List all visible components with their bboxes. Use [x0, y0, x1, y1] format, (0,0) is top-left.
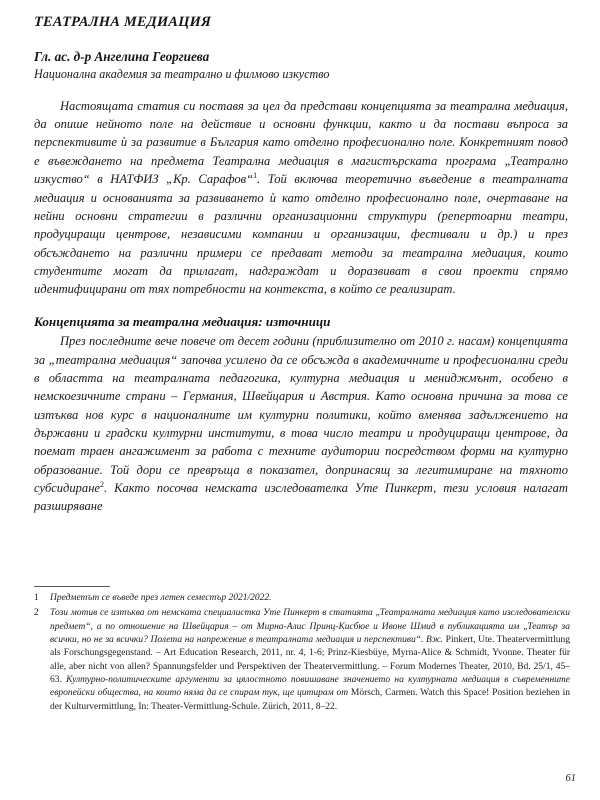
paragraph-text-b: , да опише нейното поле на действие и основни функции, както и да постави въпроса за перспективите ѝ за развитие в България като отделно професионално поле. Конкретният повод е въвеждането на предмета Театрална медиация в магистърската програма „Театрално изкуство“ в НАТФИЗ „Кр. Сарафов“ — [34, 98, 568, 187]
page-number: 61 — [565, 773, 576, 784]
footnote-2-cyrillic-part-1: Този мотив се изтъква от немската специалистка Уте Пинкерт в статията „Театралната медиация като изследователски предмет“, а по отношение на Швейцария – от Мирна-Алис Принц-Кисбюе и Ивоне Шмид в публикацията им „Театър за всички, но не за всички? Полета на напрежение в театралната медиация и перспективи“. Вж. — [50, 608, 570, 646]
author-name: Гл. ас. д-р Ангелина Георгиева — [34, 49, 210, 65]
footnote-text-2 — [50, 607, 570, 714]
article-content — [34, 14, 568, 516]
term-theatrical-mediation: театрална медиация — [450, 98, 565, 113]
footnote-number-1: 1 — [34, 593, 39, 603]
footnote-item-2 — [34, 607, 570, 714]
footnote-2-latin-refs-2: Mörsch, Carmen. Watch this Space! Position beziehen in der Kulturvermittlung, In: Theater-Vermittlung-Schule. Zürich, 2011, 8–22. — [50, 688, 570, 712]
footnote-separator-rule — [34, 586, 110, 587]
section-text-b: . Както посочва немската изследователка Уте Пинкерт, тези условия налагат разширяване — [34, 481, 568, 514]
paragraph-abstract — [34, 97, 568, 299]
paragraph-text-c: . Той включва теоретично въведение в театралната медиация и основанията за развиването ѝ като отделно професионално поле, очертаване на нейни основни стратегии в различни организационни структури (репертоарни театри, продуциращи центрове, независими компании и организации, фестивали и др.) и през обсъждането на различни примери се предават методи за театрална медиация, които студентите могат да прилагат, надграждат и доразвиват в свои проекти спрямо идентифицирани от тях потребности на контекста, в който се реализират. — [34, 172, 568, 297]
section-heading: Концепцията за театрална медиация: източници — [34, 313, 331, 329]
footnote-ref-2[interactable]: 2 — [100, 479, 104, 489]
footnote-ref-1[interactable]: 1 — [253, 170, 258, 180]
paragraph-text-a: Настоящата статия си поставя за цел да представи концепцията за — [60, 98, 451, 113]
footnote-number-2: 2 — [34, 608, 39, 619]
author-affiliation: Национална академия за театрално и филмово изкуство — [34, 67, 330, 82]
page-title: ТЕАТРАЛНА МЕДИАЦИЯ — [33, 14, 212, 30]
paragraph-sources — [34, 332, 568, 515]
section-text-a: През последните вече повече от десет години (приблизително от 2010 г. насам) концепцията за „театрална медиация“ започва усилено да се обсъжда в академичните и професионални среди в областта на театралната педагогика, културна медиация и мениджмънт, особено в немскоезичните страни – Германия, Швейцария и Австрия. Като основна причина за това се изтъква нов курс в националните им културни политики, който вменява задължението на държавни и градски културни институти, в това число театри и продуциращи центрове, да поемат траен ангажимент за работа с техните аудитории посредством форми на културно образование. Той дори се превръща в показател, допринасящ за легитимиране на тяхното субсидиране — [34, 334, 568, 496]
footnote-item-1 — [34, 592, 570, 605]
footnote-text-1: Предметът се въведе през летен семестър 2021/2022. — [50, 593, 272, 603]
footnotes-section — [34, 586, 570, 716]
footnote-2-latin-refs-1: Pinkert, Ute. Theatervermittlung als Forschungsgegenstand. – Art Education Research, 2011, nr. 4, 1-6; Prinz-Kiesbüye, Myrna-Alice & Schmidt, Yvonne. Theater für alle, aber nicht von allen? Spannungsfelder und Perspektiven der Theatervermittlung. – Forum Modernes Theater, 2010, Bd. 25/1, 45–63. — [50, 635, 570, 686]
footnote-2-cyrillic-part-2: Културно-политическите аргументи за цялостното повишаване значението на културната медиация в съвременните европейски общества, на които няма да се спирам тук, ще цитирам от — [50, 675, 571, 699]
